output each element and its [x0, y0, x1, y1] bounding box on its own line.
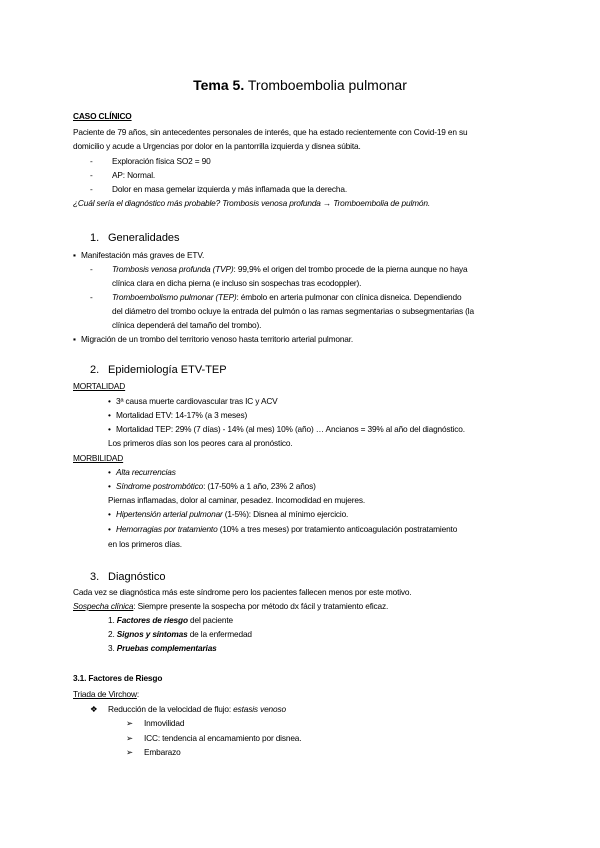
diamond-bullet-icon: ❖ — [90, 704, 98, 714]
arrow-bullet-icon: ➢ — [126, 733, 133, 743]
gen-tep-cont: clínica dependerá del tamaño del trombo). — [112, 320, 262, 330]
triada-subitem: ➢ Inmovilidad — [126, 718, 185, 728]
section-heading-generalidades: 1. Generalidades — [90, 232, 180, 244]
caso-question: ¿Cuál sería el diagnóstico más probable? Trombosis venosa profunda → Tromboembolia de pulmón. — [73, 198, 430, 208]
triada-subitem: ➢ ICC: tendencia al encamamiento por disnea. — [126, 733, 302, 743]
subsection-heading-factores: 3.1. Factores de Riesgo — [73, 673, 163, 683]
caso-heading: CASO CLÍNICO — [73, 111, 132, 121]
mortalidad-label: MORTALIDAD — [73, 381, 126, 391]
gen-tep: - Tromboembolismo pulmonar (TEP): émbolo en arteria pulmonar con clínica disneica. Dependiendo — [90, 292, 462, 302]
gen-tvp: - Trombosis venosa profunda (TVP): 99,9% el origen del trombo procede de la pierna aunque no haya — [90, 264, 468, 274]
caso-intro-line-2: domicilio y acude a Urgencias por dolor en la pantorrilla izquierda y disnea súbita. — [73, 141, 361, 151]
morbilidad-note: Piernas inflamadas, dolor al caminar, pesadez. Incomodidad en mujeres. — [108, 495, 365, 505]
section-heading-epidemiologia: 2. Epidemiología ETV-TEP — [90, 364, 227, 376]
mortalidad-item: • 3ª causa muerte cardiovascular tras IC y ACV — [108, 396, 278, 406]
morbilidad-item: • Hipertensión arterial pulmonar (1-5%): Disnea al mínimo ejercicio. — [108, 509, 349, 519]
section-heading-diagnostico: 3. Diagnóstico — [90, 571, 166, 583]
caso-bullet: - Exploración física SO2 = 90 — [90, 156, 211, 166]
caso-bullet: - Dolor en masa gemelar izquierda y más inflamada que la derecha. — [90, 184, 347, 194]
triada-label: Triada de Virchow: — [73, 689, 140, 699]
gen-line: ▪ Migración de un trombo del territorio venoso hasta territorio arterial pulmonar. — [73, 334, 354, 344]
caso-intro-line-1: Paciente de 79 años, sin antecedentes personales de interés, que ha estado recientemente con Covid-19 en su — [73, 127, 468, 137]
morbilidad-cont: en los primeros días. — [108, 539, 182, 549]
triada-subitem: ➢ Embarazo — [126, 747, 181, 757]
diag-sospecha: Sospecha clínica: Siempre presente la sospecha por método dx fácil y tratamiento eficaz. — [73, 601, 389, 611]
morbilidad-item: • Hemorragias por tratamiento (10% a tres meses) por tratamiento anticoagulación postratamiento — [108, 524, 458, 534]
morbilidad-item: • Síndrome postrombótico: (17-50% a 1 año, 23% 2 años) — [108, 481, 316, 491]
diag-line: Cada vez se diagnóstica más este síndrome pero los pacientes fallecen menos por este motivo. — [73, 587, 412, 597]
morbilidad-item: • Alta recurrencias — [108, 467, 176, 477]
morbilidad-label: MORBILIDAD — [73, 453, 124, 463]
gen-tep-cont: del diámetro del trombo ocluye la entrada del pulmón o las ramas segmentarias o subsegmentarias (la — [112, 306, 474, 316]
diag-item: 3. Pruebas complementarias — [108, 643, 217, 653]
arrow-bullet-icon: ➢ — [126, 718, 133, 728]
arrow-bullet-icon: ➢ — [126, 747, 133, 757]
caso-bullet: - AP: Normal. — [90, 170, 156, 180]
mortalidad-item: • Mortalidad TEP: 29% (7 días) - 14% (al mes) 10% (año) … Ancianos = 39% al año del diagnóstico. — [108, 424, 465, 434]
mortalidad-item: • Mortalidad ETV: 14-17% (a 3 meses) — [108, 410, 248, 420]
gen-tvp-cont: clínica clara en dicha pierna (e incluso sin sospechas tras ecodoppler). — [112, 278, 362, 288]
page-title: Tema 5. Tromboembolia pulmonar — [193, 77, 407, 93]
triada-item: ❖ Reducción de la velocidad de flujo: estasis venoso — [90, 704, 286, 714]
diag-item: 2. Signos y síntomas de la enfermedad — [108, 629, 252, 639]
mortalidad-note: Los primeros días son los peores cara al pronóstico. — [108, 438, 293, 448]
gen-line: ▪ Manifestación más graves de ETV. — [73, 250, 205, 260]
diag-item: 1. Factores de riesgo del paciente — [108, 615, 233, 625]
